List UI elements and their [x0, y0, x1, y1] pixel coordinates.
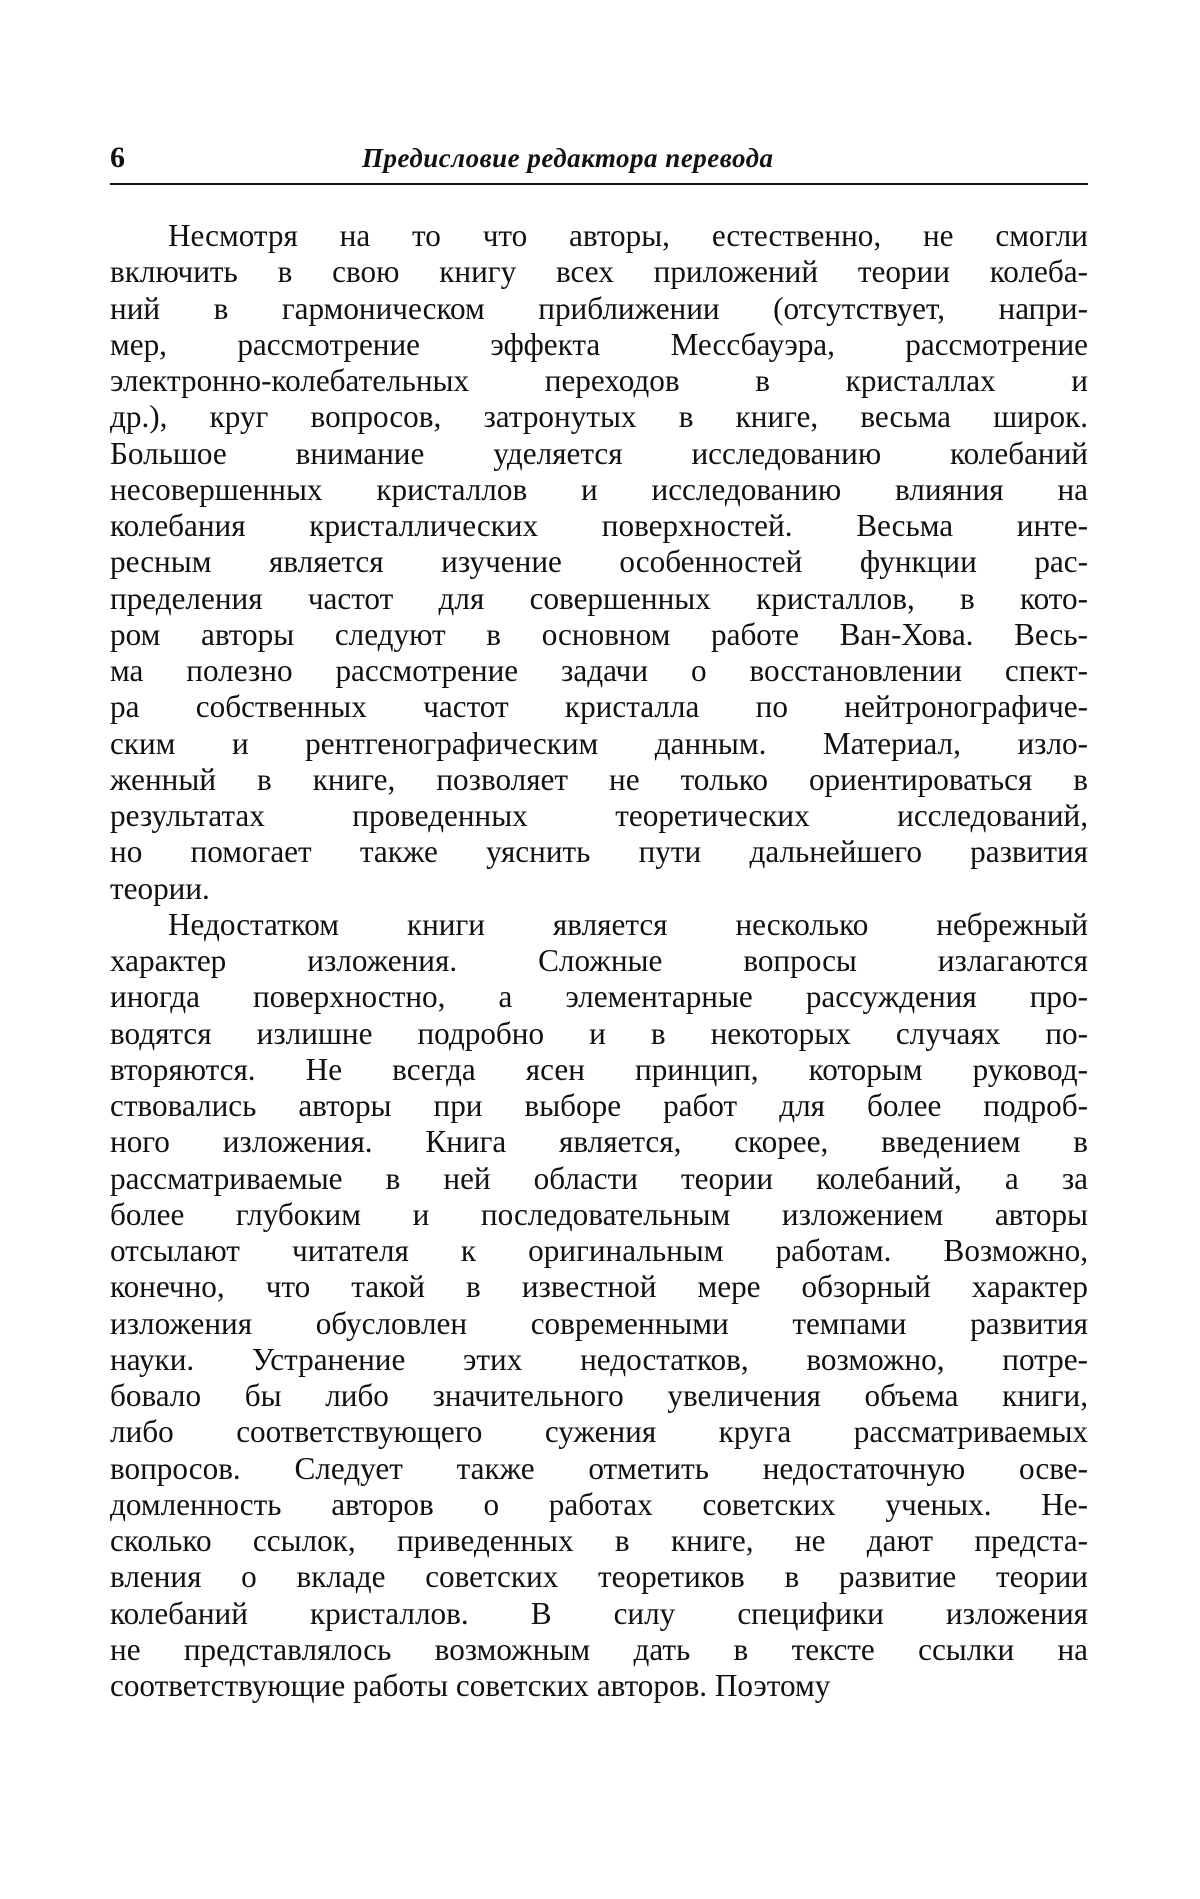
text-line: вторяются. Не всегда ясен принцип, которым руковод- — [110, 1051, 1088, 1087]
text-line: более глубоким и последовательным изложением авторы — [110, 1196, 1088, 1232]
text-line: соответствующие работы советских авторов. Поэтому — [110, 1668, 831, 1703]
text-line: ром авторы следуют в основном работе Ван-Хова. Весь- — [110, 616, 1088, 652]
text-line: несовершенных кристаллов и исследованию влияния на — [110, 471, 1088, 507]
text-line: результатах проведенных теоретических исследований, — [110, 798, 1088, 833]
text-line: науки. Устранение этих недостатков, возможно, потре- — [110, 1341, 1088, 1377]
text-line: ствовались авторы при выборе работ для более подроб- — [110, 1088, 1088, 1123]
text-line: ма полезно рассмотрение задачи о восстановлении спект- — [110, 653, 1088, 688]
running-head — [110, 138, 1088, 178]
text-line: сколько ссылок, приведенных в книге, не дают предста- — [110, 1523, 1088, 1558]
text-line: иногда поверхностно, а элементарные рассуждения про- — [110, 979, 1088, 1015]
text-line: ного изложения. Книга является, скорее, введением в — [110, 1124, 1088, 1160]
text-line: рассматриваемые в ней области теории колебаний, а за — [110, 1160, 1088, 1196]
text-line: бовало бы либо значительного увеличения объема книги, — [110, 1378, 1088, 1413]
text-line: либо соответствующего сужения круга рассматриваемых — [110, 1414, 1088, 1450]
text-line: вления о вкладе советских теоретиков в развитие теории — [110, 1559, 1088, 1595]
text-line: Несмотря на то что авторы, естественно, не смогли — [168, 218, 1088, 253]
text-line: ра собственных частот кристалла по нейтронографиче- — [110, 689, 1088, 725]
text-line: колебания кристаллических поверхностей. Весьма инте- — [110, 508, 1088, 543]
text-line: Большое внимание уделяется исследованию колебаний — [110, 435, 1088, 471]
text-line: др.), круг вопросов, затронутых в книге, весьма широк. — [110, 399, 1088, 435]
page-number: 6 — [110, 141, 125, 174]
text-line: не представлялось возможным дать в тексте ссылки на — [110, 1631, 1088, 1667]
text-line: домленность авторов о работах советских ученых. Не- — [110, 1486, 1088, 1522]
text-line: ским и рентгенографическим данным. Материал, изло- — [110, 725, 1088, 761]
paragraph-container — [110, 218, 1088, 1704]
text-line: женный в книге, позволяет не только ориентироваться в — [110, 761, 1088, 797]
text-line: Недостатком книги является несколько небрежный — [168, 906, 1088, 942]
text-line: но помогает также уяснить пути дальнейшего развития — [110, 834, 1088, 870]
text-line: вопросов. Следует также отметить недостаточную осве- — [110, 1450, 1088, 1486]
text-line: ний в гармоническом приближении (отсутствует, напри- — [110, 290, 1088, 326]
text-line: ресным является изучение особенностей функции рас- — [110, 544, 1088, 580]
text-line: отсылают читателя к оригинальным работам. Возможно, — [110, 1233, 1088, 1268]
header-rule — [110, 183, 1088, 185]
text-line: характер изложения. Сложные вопросы излагаются — [110, 943, 1088, 978]
text-line: колебаний кристаллов. В силу специфики изложения — [110, 1595, 1088, 1631]
text-line: конечно, что такой в известной мере обзорный характер — [110, 1269, 1088, 1305]
text-line: теории. — [110, 870, 210, 906]
body-text — [110, 218, 1088, 1704]
running-title: Предисловие редактора перевода — [362, 143, 774, 173]
text-line: мер, рассмотрение эффекта Мессбауэра, рассмотрение — [110, 326, 1088, 362]
text-line: пределения частот для совершенных кристаллов, в кото- — [110, 580, 1088, 616]
text-line: включить в свою книгу всех приложений теории колеба- — [110, 254, 1088, 290]
text-line: электронно-колебательных переходов в кристаллах и — [110, 363, 1088, 398]
text-line: изложения обусловлен современными темпами развития — [110, 1305, 1088, 1341]
paragraph — [110, 218, 1088, 907]
paragraph — [110, 907, 1088, 1705]
text-line: водятся излишне подробно и в некоторых случаях по- — [110, 1015, 1088, 1051]
